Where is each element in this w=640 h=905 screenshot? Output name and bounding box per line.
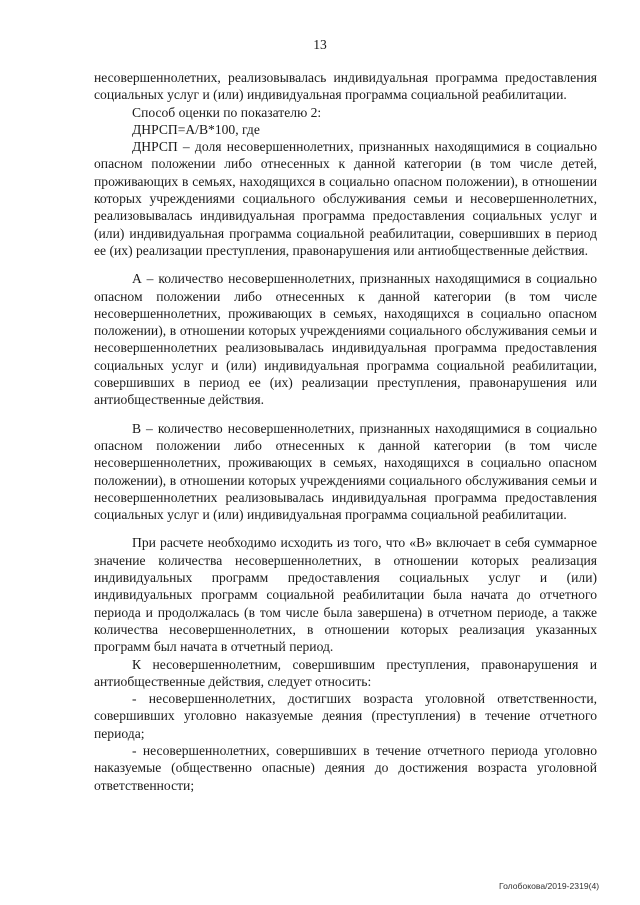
list-item: - несовершеннолетних, достигших возраста уголовной ответственности, совершивших уголовно наказуемые деяния (преступления) в течение отчетного периода; [94,691,597,741]
paragraph-a-definition: А – количество несовершеннолетних, признанных находящимися в социально опасном положении либо отнесенных к данной категории (в том числе несовершеннолетних, проживающих в семьях, находящихся в социально опасном положении), в отношении которых учреждениями социального обслуживания семьи и несовершеннолетних реализовывалась индивидуальная программа предоставления социальных услуг и (или) индивидуальная программа социальной реабилитации, совершивших в период ее (их) реализации преступления, правонарушения или антиобщественные действия. [94,271,597,408]
paragraph-continuation: несовершеннолетних, реализовывалась индивидуальная программа предоставления социальных услуг и (или) индивидуальная программа социальной реабилитации. [94,70,597,103]
paragraph-method-heading: Способ оценки по показателю 2: [132,104,322,120]
paragraph-dnrsp-definition: ДНРСП – доля несовершеннолетних, признанных находящимися в социально опасном положении либо отнесенных к данной категории (в том числе детей, проживающих в семьях, находящихся в социально опасном положении), в отношении которых учреждениями социального обслуживания семьи и несовершеннолетних, реализовывалась индивидуальная программа предоставления социальных услуг и (или) индивидуальная программа социальной реабилитации, совершивших в период ее (их) реализации преступления, правонарушения или антиобщественные действия. [94,139,597,258]
page-number: 13 [313,37,327,52]
paragraph-offenders-intro: К несовершеннолетним, совершившим преступления, правонарушения и антиобщественные действия, следует относить: [94,656,597,689]
paragraph-b-definition: В – количество несовершеннолетних, признанных находящимися в социально опасном положении либо отнесенных к данной категории (в том числе несовершеннолетних, проживающих в семьях, находящихся в социально опасном положении), в отношении которых учреждениями социального обслуживания семьи и несовершеннолетних реализовывалась индивидуальная программа предоставления социальных услуг и (или) индивидуальная программа социальной реабилитации. [94,420,597,523]
paragraph-calculation-note: При расчете необходимо исходить из того, что «В» включает в себя суммарное значение количества несовершеннолетних, в отношении которых реализация индивидуальных программ предоставления социальных услуг и (или) индивидуальных программ социальной реабилитации была начата до отчетного периода и продолжалась (в том числе была завершена) в отчетном периоде, а также количества несовершеннолетних, в отношении которых реализация указанных программ был начата в отчетный период. [94,535,597,655]
body-text [94,69,597,794]
list-item: - несовершеннолетних, совершивших в течение отчетного периода уголовно наказуемые (общественно опасные) деяния до достижения возраста уголовной ответственности; [94,742,597,793]
document-reference: Голобокова/2019-2319(4) [499,881,600,891]
paragraph-formula: ДНРСП=А/В*100, где [132,121,260,137]
